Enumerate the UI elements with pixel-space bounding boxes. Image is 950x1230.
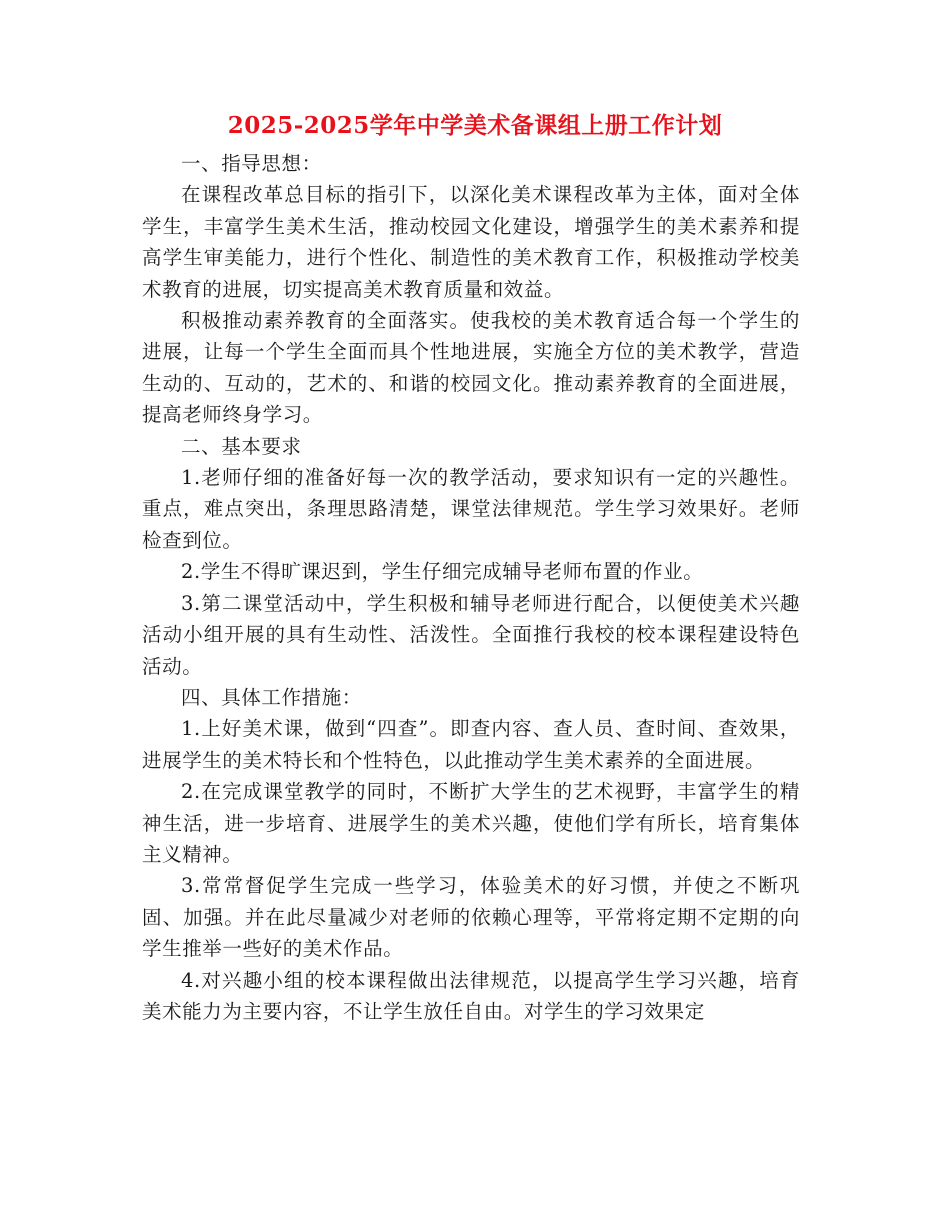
section-heading-work-measures: 四、具体工作措施：: [181, 685, 362, 709]
list-item: 3.第二课堂活动中，学生积极和辅导老师进行配合，以便使美术兴趣活动小组开展的具有生动性、活泼性。全面推行我校的校本课程建设特色活动。: [142, 591, 800, 678]
body-paragraph: 在课程改革总目标的指引下，以深化美术课程改革为主体，面对全体学生，丰富学生美术生活，推动校园文化建设，增强学生的美术素养和提高学生审美能力，进行个性化、制造性的美术教育工作，积极推动学校美术教育的进展，切实提高美术教育质量和效益。: [142, 183, 800, 301]
list-item: 2.在完成课堂教学的同时，不断扩大学生的艺术视野，丰富学生的精神生活，进一步培育、进展学生的美术兴趣，使他们学有所长，培育集体主义精神。: [142, 780, 800, 866]
body-paragraph: 积极推动素养教育的全面落实。使我校的美术教育适合每一个学生的进展，让每一个学生全面而具个性地进展，实施全方位的美术教学，营造生动的、互动的，艺术的、和谐的校园文化。推动素养教育的全面进展，提高老师终身学习。: [142, 309, 800, 427]
list-item: 2.学生不得旷课迟到，学生仔细完成辅导老师布置的作业。: [181, 560, 704, 584]
list-item: 3.常常督促学生完成一些学习，体验美术的好习惯，并使之不断巩固、加强。并在此尽量减少对老师的依赖心理等，平常将定期不定期的向学生推举一些好的美术作品。: [142, 874, 800, 961]
list-item: 1.老师仔细的准备好每一次的教学活动，要求知识有一定的兴趣性。重点，难点突出，条理思路清楚，课堂法律规范。学生学习效果好。老师检查到位。: [142, 466, 800, 552]
section-heading-basic-requirements: 二、基本要求: [181, 434, 302, 458]
list-item: 1.上好美术课，做到“四查”。即查内容、查人员、查时间、查效果，进展学生的美术特长和个性特色，以此推动学生美术素养的全面进展。: [142, 717, 800, 772]
list-item: 4.对兴趣小组的校本课程做出法律规范，以提高学生学习兴趣，培育美术能力为主要内容，不让学生放任自由。对学生的学习效果定: [142, 968, 800, 1023]
document-title: 2025-2025学年中学美术备课组上册工作计划: [227, 112, 723, 139]
section-heading-guiding-ideology: 一、指导思想：: [181, 152, 322, 175]
document-body: [142, 148, 800, 1027]
